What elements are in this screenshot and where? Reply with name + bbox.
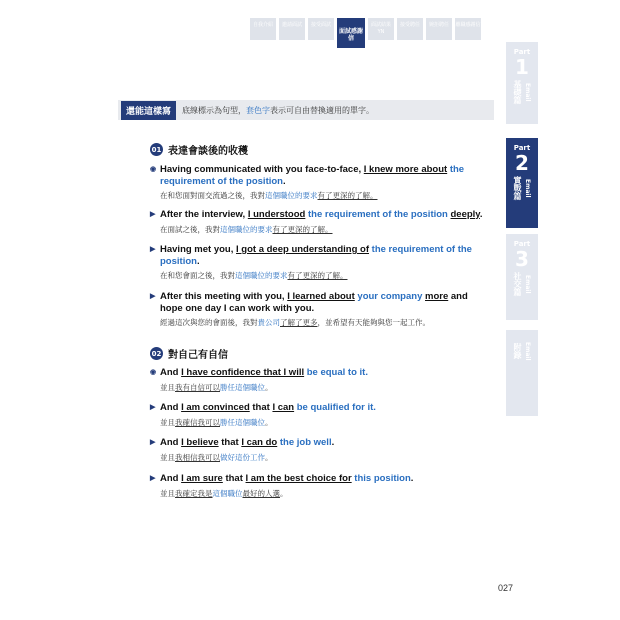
section-number: 02 [150,347,163,360]
chapter-tab[interactable]: 婉拒聘任 [426,18,452,40]
phrase-text: 。 [265,417,273,427]
phrase-text: And [160,367,182,378]
chinese-translation [150,190,490,201]
phrase-text: After the interview, [160,209,248,220]
phrase-text: 在和您會面之後，我對 [160,271,235,280]
pattern-text: I got a deep understanding of [236,244,370,255]
chinese-translation [150,382,490,393]
phrase-text: that [249,402,273,413]
pattern-text: I am convinced [181,402,250,413]
phrase-text: 並且 [160,488,175,498]
phrase-entry [150,437,490,463]
english-sentence [150,437,490,449]
phrase-entry [150,367,490,393]
bullet-icon: ▶ [150,439,156,446]
phrase-text: . [196,255,200,267]
bullet-icon: ◉ [150,166,157,173]
replaceable-word: 這個職位的要求 [265,191,318,200]
chinese-translation [150,270,490,281]
side-tab-title: Email 社交篇 [513,272,531,296]
replaceable-word: the requirement of the position [307,209,448,220]
phrase-text: 在和您面對面交流過之後，我對 [160,191,265,200]
phrase-text: 。 [280,488,288,498]
replaceable-word: your company [357,291,423,302]
side-tab-part2[interactable] [506,138,538,228]
section-title: 表達會談後的收穫 [168,146,248,157]
replaceable-word: 這個職位 [212,488,243,498]
section-number: 01 [150,143,163,156]
chapter-tab[interactable]: 邀請面試 [279,18,305,40]
pattern-text: I knew more about [363,164,448,175]
side-tab-part-label: Part [513,144,531,152]
side-tab-appendix[interactable] [506,330,538,416]
english-sentence [150,402,490,414]
phrase-text: After this meeting with you, [160,291,288,302]
pattern-text: 我確定我是 [175,488,213,498]
phrase-text: Having communicated with you face-to-face, [160,164,364,175]
bullet-icon: ▶ [150,475,156,482]
pattern-text: 我確信我可以 [175,417,220,427]
english-sentence [150,473,490,485]
phrase-text: . [282,175,286,187]
section-title: 對自己有自信 [168,350,228,361]
side-tab-part-label: Part [513,240,531,248]
phrase-text: 並且 [160,382,175,392]
phrase-text: that [218,437,242,448]
side-tab-title: Email 附錄 [513,342,531,361]
pattern-text: 有了更深的了解。 [287,271,348,280]
phrase-text: And [160,473,182,484]
tip-description: 底線標示為句型，套色字表示可自由替換適用的單字。 [182,105,375,115]
pattern-text: I am sure [181,473,223,484]
side-tab-title: Email 基礎篇 [513,80,531,104]
english-sentence [150,164,490,187]
pattern-text: I have confidence that I will [181,367,305,378]
side-tab-part-label: Part [513,48,531,56]
chapter-tab[interactable]: 接受聘任 [397,18,423,40]
chapter-tab[interactable]: 接受面試 [308,18,334,40]
replaceable-word: 勝任這個職位 [220,417,265,427]
english-sentence [150,209,490,221]
phrase-entry [150,473,490,499]
phrase-text: 。 [265,452,273,462]
pattern-text: I am the best choice for [245,473,352,484]
phrase-text: 在面試之後，我對 [160,224,220,234]
bullet-icon: ▶ [150,293,156,300]
tip-badge: 還能這樣寫 [121,101,176,120]
chapter-tab[interactable]: 離職感謝信 [455,18,481,40]
phrase-text: that [222,473,246,484]
bullet-icon: ▶ [150,211,156,218]
pattern-text: 我有自信可以 [175,382,220,392]
phrase-text: And [160,437,182,448]
replaceable-word: 貴公司 [257,318,280,327]
phrase-text: . [479,209,483,220]
phrase-entry [150,164,490,201]
pattern-text: 最好的人選 [242,488,280,498]
phrase-entry [150,209,490,235]
phrase-text: 並且 [160,452,175,462]
pattern-text: 了解了更多 [280,318,318,327]
pattern-text: I believe [181,437,219,448]
chinese-translation [150,417,490,428]
phrase-entry [150,244,490,281]
pattern-text: deeply [450,209,480,220]
chapter-tab[interactable]: 面試結果 YN [368,18,394,40]
replaceable-word: be equal to it. [306,367,368,378]
phrase-text: and hope one day I can work with you. [160,291,468,314]
chapter-tab[interactable]: 自我介紹 [250,18,276,40]
replaceable-word: 這個職位的要求 [235,271,288,280]
english-sentence [150,367,490,379]
replaceable-word: this position [354,473,411,484]
phrase-entry [150,291,490,328]
bullet-icon: ▶ [150,404,156,411]
side-tab-part3[interactable] [506,234,538,320]
bullet-icon: ▶ [150,246,156,253]
side-tab-part1[interactable] [506,42,538,124]
side-tab-number: 2 [515,151,529,175]
pattern-text: 我相信我可以 [175,452,220,462]
replaceable-word: 這個職位的要求 [220,224,273,234]
section-heading-2 [150,346,228,361]
bullet-icon: ◉ [150,369,157,376]
replaceable-word: 做好這份工作 [220,452,265,462]
phrase-text: 經過這次與您的會面後，我對 [160,318,258,327]
pattern-text: more [425,291,449,302]
side-tab-number: 3 [515,247,529,271]
chinese-translation [150,224,490,235]
replaceable-word: the requirement of the position [160,164,465,187]
phrase-text: Having met you, [160,244,237,255]
english-sentence [150,291,490,314]
phrase-text: 並且 [160,417,175,427]
pattern-text: I learned about [287,291,355,302]
chinese-translation [150,317,490,328]
phrase-text: And [160,402,182,413]
pattern-text: I can [272,402,295,413]
phrase-text: ，並希望有天能夠與您一起工作。 [317,318,430,327]
side-tab-title: Email 實戰篇 [513,176,531,200]
tip-header [118,100,494,120]
phrase-text: . [331,437,335,448]
section-heading-1 [150,142,248,157]
chinese-translation [150,488,490,499]
pattern-text: I can do [241,437,278,448]
phrase-text: . [410,473,414,484]
chinese-translation [150,452,490,463]
pattern-text: I understood [247,209,306,220]
english-sentence [150,244,490,267]
phrase-entry [150,402,490,428]
replaceable-word: the job well [279,437,332,448]
replaceable-word: 勝任這個職位 [220,382,265,392]
pattern-text: 有了更深的了解。 [272,224,333,234]
replaceable-word: be qualified for it. [296,402,376,413]
chapter-tabs [250,18,481,48]
pattern-text: 有了更深的了解。 [317,191,378,200]
phrase-text: 。 [265,382,273,392]
side-tab-number: 1 [515,55,529,79]
page-number: 027 [498,583,514,593]
chapter-tab[interactable]: 面試感謝信 [337,18,365,48]
replaceable-word: the requirement of the position [160,244,472,267]
